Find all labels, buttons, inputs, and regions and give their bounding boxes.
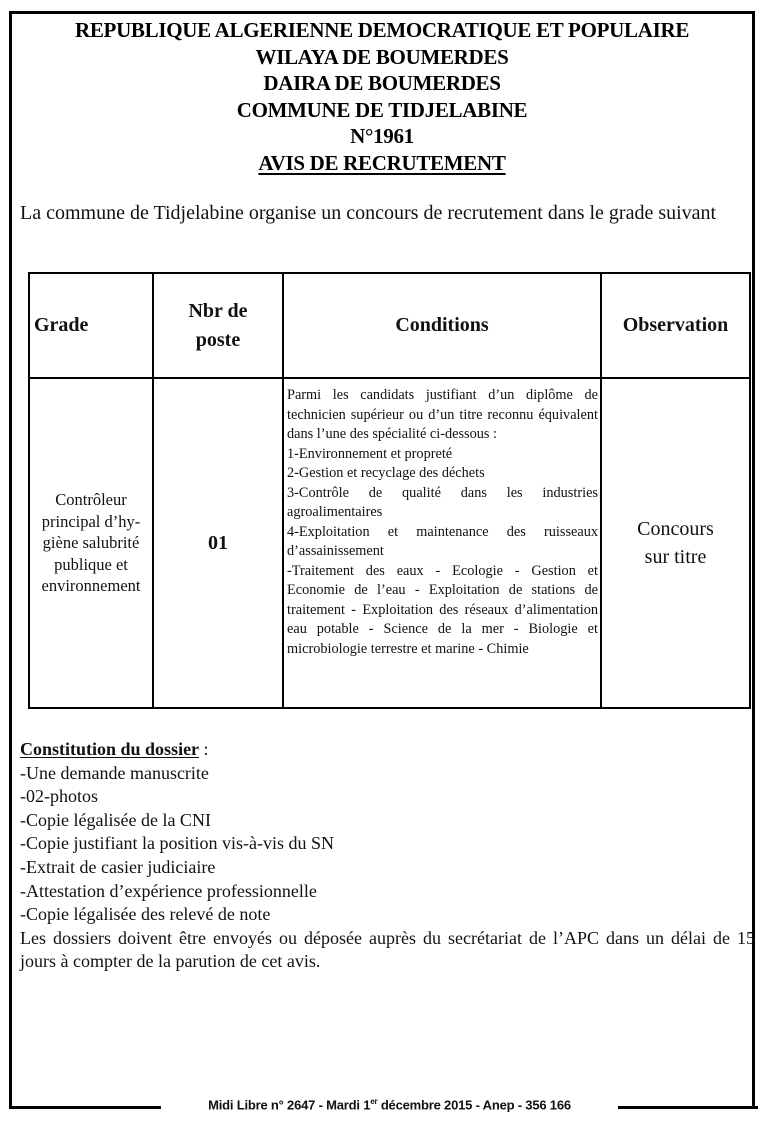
cell-observation — [601, 378, 750, 708]
grade-line: principal d’hy- — [41, 511, 141, 531]
header-line-wilaya: WILAYA DE BOUMERDES — [255, 44, 509, 69]
cell-nbr-poste: 01 — [153, 378, 283, 708]
dossier-item: -Copie légalisée des relevé de note — [20, 904, 271, 925]
column-header-nbr-poste — [153, 273, 283, 378]
dossier-section — [20, 738, 755, 974]
dossier-item: -Une demande manuscrite — [20, 762, 209, 783]
column-header-conditions: Conditions — [283, 273, 601, 378]
header-line-republic: REPUBLIQUE ALGERIENNE DEMOCRATIQUE ET POPULAIRE — [74, 18, 690, 42]
column-header-nbr-poste-label: Nbr de poste — [188, 299, 248, 351]
recruitment-table — [28, 272, 751, 709]
table-header-row — [29, 273, 750, 378]
conditions-intro: Parmi les candidats justifiant d’un diplôme de technicien supérieur ou d’un titre reconnu équivalent dans l’une des spécialité ci-dessous : — [287, 387, 598, 442]
column-header-observation: Observation — [601, 273, 750, 378]
footer-superscript: er — [370, 1097, 378, 1106]
dossier-title: Constitution du dossier — [20, 739, 200, 759]
cell-grade — [29, 378, 153, 708]
footer-text-end: décembre 2015 - Anep - 356 166 — [377, 1097, 571, 1113]
column-header-grade: Grade — [29, 273, 153, 378]
grade-line: giène salubrité — [42, 533, 140, 553]
condition-item: 3-Contrôle de qualité dans les industries agroalimentaires — [287, 484, 598, 520]
intro-paragraph: La commune de Tidjelabine organise un concours de recrutement dans le grade suivant — [20, 202, 717, 224]
footer-rule-right — [618, 1106, 758, 1109]
header-line-commune: COMMUNE DE TIDJELABINE — [236, 97, 528, 122]
observation-line: sur titre — [644, 546, 707, 568]
dossier-item: -02-photos — [20, 786, 98, 807]
footer-text: Midi Libre n° 2647 - Mardi 1 — [208, 1097, 371, 1113]
observation-line: Concours — [637, 518, 714, 540]
dossier-item: -Attestation d’expérience professionnelle — [20, 880, 317, 901]
table-row — [29, 378, 750, 708]
dossier-heading — [20, 738, 755, 762]
dossier-item: -Copie légalisée de la CNI — [20, 809, 211, 830]
condition-item: -Traitement des eaux - Ecologie - Gestion et Economie de l’eau - Exploitation de stations de traitement - Exploitation des réseaux d’alimentation eau potable - Science de la mer - Biologie et microbiologie terrestre et marine - Chimie — [287, 562, 598, 657]
grade-line: Contrôleur — [55, 490, 127, 510]
cell-conditions — [283, 378, 601, 708]
dossier-closing-paragraph: Les dossiers doivent être envoyés ou déposée auprès du secrétariat de l’APC dans un délai de 15 jours à compter de la parution de cet avis. — [20, 927, 755, 972]
publication-footer — [161, 1097, 618, 1112]
dossier-item: -Extrait de casier judiciaire — [20, 856, 216, 877]
grade-line: publique et — [54, 554, 128, 574]
document-header — [12, 17, 752, 176]
dossier-title-suffix: : — [199, 739, 209, 759]
condition-item: 4-Exploitation et maintenance des ruisseaux d’assainissement — [287, 523, 598, 559]
notice-number: N°1961 — [350, 124, 414, 148]
footer-rule-left — [9, 1106, 161, 1109]
header-line-daira: DAIRA DE BOUMERDES — [263, 71, 501, 95]
dossier-item: -Copie justifiant la position vis-à-vis du SN — [20, 833, 334, 854]
condition-item: 2-Gestion et recyclage des déchets — [287, 465, 485, 481]
grade-line: environnement — [41, 576, 141, 596]
document-title: AVIS DE RECRUTEMENT — [258, 150, 506, 175]
condition-item: 1-Environnement et propreté — [287, 445, 453, 462]
